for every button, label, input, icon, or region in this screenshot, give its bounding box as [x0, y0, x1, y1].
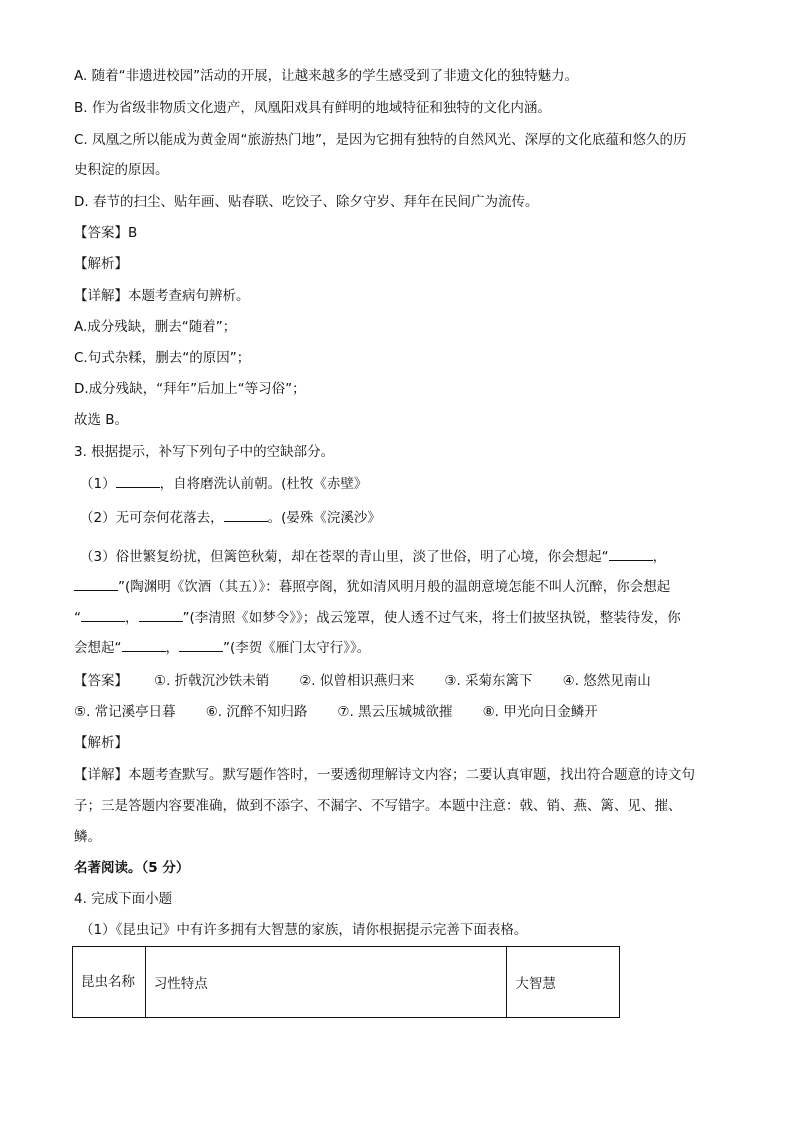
q3-sentence-3-line1 — [80, 546, 666, 567]
option-c-line1: C. 凤凰之所以能成为黄金周“旅游热门地”，是因为它拥有独特的自然风光、深厚的文化底蕴和悠久的历 — [74, 132, 687, 148]
answer-blank — [81, 607, 125, 622]
q3-sentence-3-line4 — [74, 637, 370, 658]
q3-sentence-3-line3 — [74, 607, 681, 628]
q3-s3-l3-comma: ， — [125, 610, 139, 626]
answer-blank — [609, 546, 653, 561]
q3-answer-row-1 — [74, 671, 651, 691]
q3-s1-suffix: ，自将磨洗认前朝。(杜牧《赤壁》 — [159, 476, 368, 492]
q3-answer-row-2 — [74, 702, 598, 722]
q3-s2-suffix: 。(晏殊《浣溪沙》 — [267, 510, 381, 526]
answer-item: ⑧. 甲光向日金鳞开 — [482, 704, 598, 720]
q3-sentence-3-line2 — [74, 576, 670, 597]
option-b: B. 作为省级非物质文化遗产，凤凰阳戏具有鲜明的地域特征和独特的文化内涵。 — [74, 100, 551, 116]
answer-blank — [224, 507, 268, 522]
q3-s3-l4-pre: 会想起“ — [74, 640, 122, 656]
q3-s3-l4-post: ”(李贺《雁门太守行》》。 — [223, 640, 371, 656]
answer-item: ⑥. 沉醉不知归路 — [205, 704, 308, 720]
header-insect-name: 昆虫名称 — [73, 947, 146, 1018]
answer-item: ④. 悠然见南山 — [562, 673, 651, 689]
q2-note-c: C.句式杂糅，删去“的原因”； — [74, 350, 251, 366]
header-habits: 习性特点 — [145, 947, 507, 1018]
q3-detail-line2: 子；三是答题内容要准确，做到不添字、不漏字、不写错字。本题中注意：戟、销、燕、篱、见、摧、 — [74, 798, 682, 814]
q3-title: 3. 根据提示，补写下列句子中的空缺部分。 — [74, 444, 335, 460]
q2-note-a: A.成分残缺，删去“随着”； — [74, 319, 237, 335]
answer-blank — [139, 607, 183, 622]
answer-blank — [116, 473, 160, 488]
section-title: 名著阅读。（5 分） — [74, 860, 190, 876]
q3-s3-l4-comma: ， — [165, 640, 179, 656]
q3-s2-prefix: （2）无可奈何花落去， — [80, 510, 224, 526]
option-d: D. 春节的扫尘、贴年画、贴春联、吃饺子、除夕守岁、拜年在民间广为流传。 — [74, 194, 539, 210]
answer-blank — [122, 637, 166, 652]
q2-detail: 【详解】本题考查病句辨析。 — [74, 288, 250, 304]
q4-sub1: （1）《昆虫记》中有许多拥有大智慧的家族，请你根据提示完善下面表格。 — [80, 922, 528, 938]
q3-detail-line1: 【详解】本题考查默写。默写题作答时，一要透彻理解诗文内容；二要认真审题，找出符合题意的诗文句 — [74, 767, 695, 783]
q3-s3-l1-end: ， — [652, 549, 667, 565]
answer-blank — [74, 576, 118, 591]
option-c-line2: 史积淀的原因。 — [74, 162, 169, 178]
q3-answer-label: 【答案】 — [74, 673, 128, 689]
q2-analysis-label: 【解析】 — [74, 256, 128, 272]
answer-blank — [179, 637, 223, 652]
q3-s1-prefix: （1） — [80, 476, 116, 492]
q3-detail-line3: 鳞。 — [74, 829, 101, 845]
answer-item: ⑤. 常记溪亭日暮 — [74, 704, 176, 720]
header-wisdom: 大智慧 — [507, 947, 620, 1018]
answer-item: ⑦. 黑云压城城欲摧 — [337, 704, 453, 720]
q2-answer: 【答案】B — [74, 225, 138, 241]
q3-sentence-1 — [80, 473, 367, 494]
q3-s3-l2: ”(陶渊明《饮酒（其五）》：暮照亭阁，犹如清风明月般的温朗意境怎能不叫人沉醉，你会想起 — [118, 579, 671, 595]
q3-s3-l3-quote: “ — [74, 610, 81, 626]
q2-conclusion: 故选 B。 — [74, 412, 129, 428]
q3-s3-l1: （3）俗世繁复纷扰，但篱笆秋菊，却在苍翠的青山里，淡了世俗，明了心境，你会想起“ — [80, 549, 609, 565]
q3-analysis-label: 【解析】 — [74, 735, 128, 751]
q2-note-d: D.成分残缺，“拜年”后加上“等习俗”； — [74, 381, 306, 397]
q3-s3-l3-rest: ”(李清照《如梦令》》；战云笼罩，使人透不过气来，将士们披坚执锐，整装待发，你 — [182, 610, 681, 626]
insect-table — [72, 946, 620, 1018]
option-a: A. 随着“非遗进校园”活动的开展，让越来越多的学生感受到了非遗文化的独特魅力。 — [74, 68, 579, 84]
q3-sentence-2 — [80, 507, 381, 528]
table-header-row — [73, 947, 620, 1018]
answer-item: ③. 采菊东篱下 — [444, 673, 533, 689]
answer-item: ②. 似曾相识燕归来 — [299, 673, 415, 689]
answer-item: ①. 折戟沉沙铁未销 — [154, 673, 270, 689]
q4-title: 4. 完成下面小题 — [74, 891, 173, 907]
